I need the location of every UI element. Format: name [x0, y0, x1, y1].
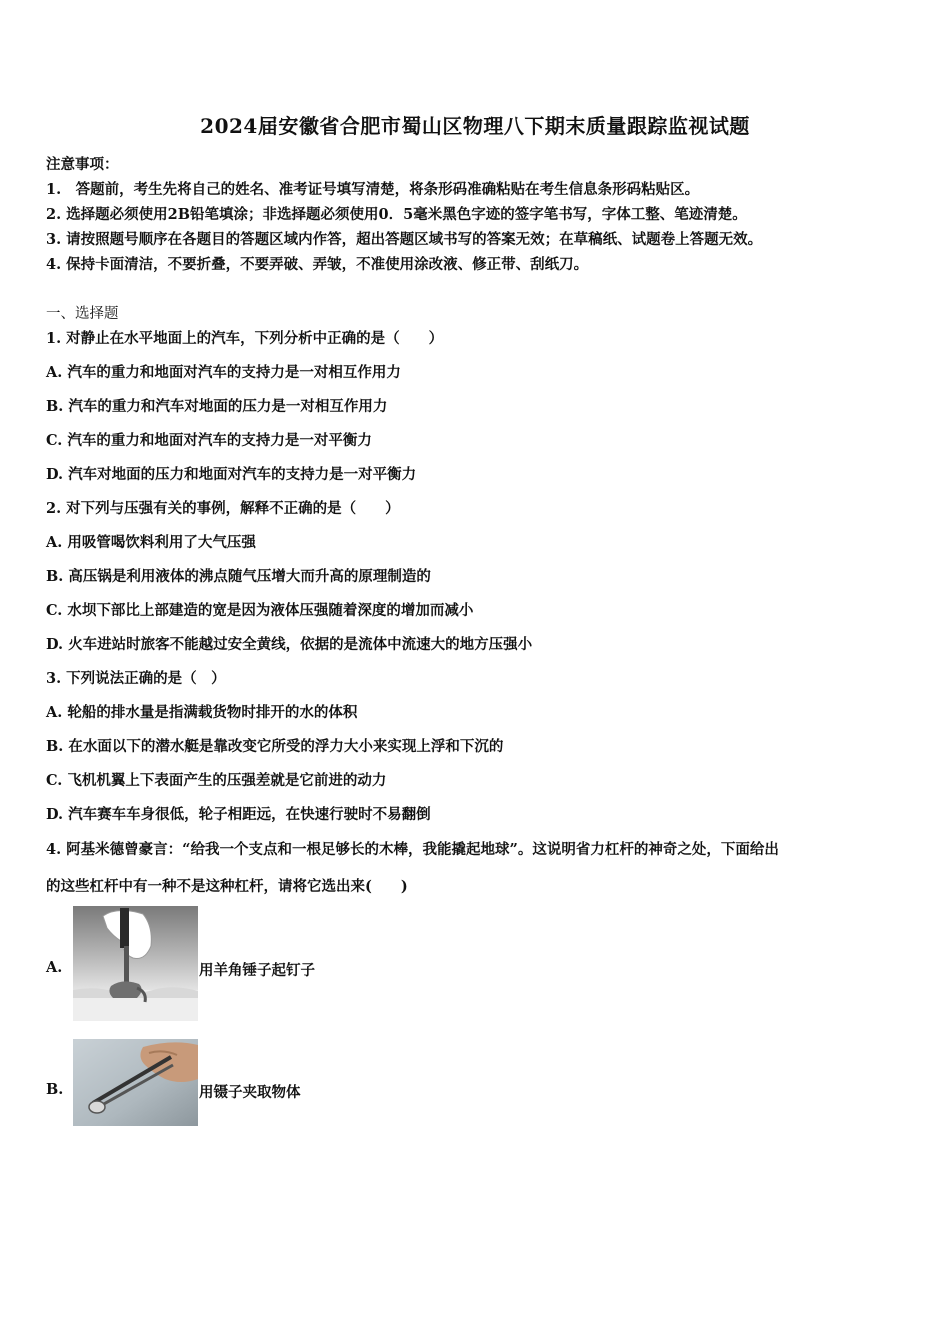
question-3-option-c: C. 飞机机翼上下表面产生的压强差就是它前进的动力: [46, 772, 387, 789]
notice-item: 2. 选择题必须使用2B铅笔填涂；非选择题必须使用0．5毫米黑色字迹的签字笔书写，字体工整、笔迹清楚。: [46, 206, 747, 223]
question-4-stem-line1: 4. 阿基米德曾豪言：“给我一个支点和一根足够长的木棒，我能撬起地球”。这说明省力杠杆的神奇之处，下面给出: [46, 841, 779, 858]
question-2-option-b: B. 高压锅是利用液体的沸点随气压增大而升高的原理制造的: [46, 568, 431, 585]
question-3-option-d: D. 汽车赛车车身很低，轮子相距远，在快速行驶时不易翻倒: [46, 806, 431, 823]
question-3-option-a: A. 轮船的排水量是指满载货物时排开的水的体积: [46, 704, 358, 721]
question-4-option-b-caption: 用镊子夹取物体: [199, 1084, 301, 1101]
question-2-option-a: A. 用吸管喝饮料利用了大气压强: [46, 534, 256, 551]
question-4-option-b-letter: B.: [46, 1081, 64, 1098]
question-3-option-b: B. 在水面以下的潜水艇是靠改变它所受的浮力大小来实现上浮和下沉的: [46, 738, 504, 755]
question-1-option-d: D. 汽车对地面的压力和地面对汽车的支持力是一对平衡力: [46, 466, 417, 483]
question-1-option-a: A. 汽车的重力和地面对汽车的支持力是一对相互作用力: [46, 364, 401, 381]
tweezers-in-hand-image: [73, 1039, 198, 1126]
question-4-option-a-caption: 用羊角锤子起钉子: [199, 962, 315, 979]
question-1-option-b: B. 汽车的重力和汽车对地面的压力是一对相互作用力: [46, 398, 388, 415]
hammer-icon: [73, 906, 198, 1021]
question-4-option-a-letter: A.: [46, 959, 63, 976]
question-1-option-c: C. 汽车的重力和地面对汽车的支持力是一对平衡力: [46, 432, 372, 449]
notice-item: 1. 答题前，考生先将自己的姓名、准考证号填写清楚，将条形码准确粘贴在考生信息条形码粘贴区。: [46, 181, 700, 198]
question-2-stem: 2. 对下列与压强有关的事例，解释不正确的是（ ）: [46, 500, 400, 517]
notice-item: 4. 保持卡面清洁，不要折叠，不要弄破、弄皱，不准使用涂改液、修正带、刮纸刀。: [46, 256, 589, 273]
notice-heading: 注意事项：: [46, 156, 119, 173]
tweezers-icon: [73, 1039, 198, 1126]
section-heading: 一、选择题: [46, 306, 119, 322]
hammer-pulling-nail-image: [73, 906, 198, 1021]
question-4-stem-line2: 的这些杠杆中有一种不是这种杠杆，请将它选出来( ): [46, 878, 408, 895]
question-3-stem: 3. 下列说法正确的是（ ）: [46, 670, 226, 687]
question-2-option-d: D. 火车进站时旅客不能越过安全黄线，依据的是流体中流速大的地方压强小: [46, 636, 533, 653]
question-2-option-c: C. 水坝下部比上部建造的宽是因为液体压强随着深度的增加而减小: [46, 602, 474, 619]
question-1-stem: 1. 对静止在水平地面上的汽车，下列分析中正确的是（ ）: [46, 330, 444, 347]
page-title: 2024届安徽省合肥市蜀山区物理八下期末质量跟踪监视试题: [200, 114, 750, 138]
notice-item: 3. 请按照题号顺序在各题目的答题区域内作答，超出答题区域书写的答案无效；在草稿纸、试题卷上答题无效。: [46, 231, 763, 248]
